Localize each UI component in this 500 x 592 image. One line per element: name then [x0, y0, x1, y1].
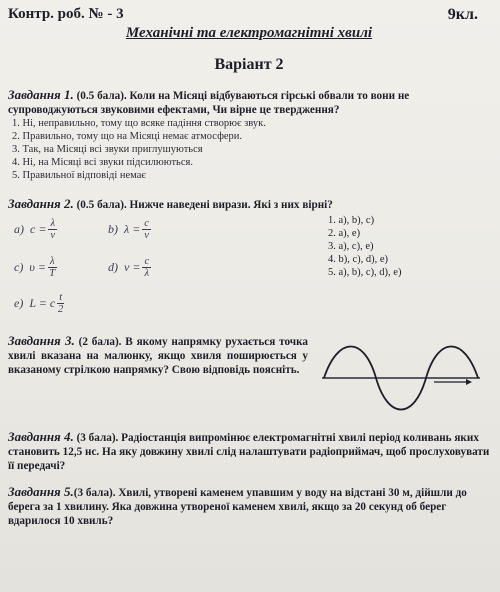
task-5-text: (3 бала). Хвилі, утворені каменем упавшим у воду на відстані 30 м, дійшли до берега за 1 хвилину. Яка довжина утвореної каменем хвилі, якщо за 20 секунд об берег вдарилося 10 хвиль?	[8, 487, 467, 527]
task-5-title: Завдання 5.	[8, 484, 74, 499]
formula-denominator: T	[49, 268, 56, 279]
formula-fraction	[48, 256, 57, 279]
task-2-answer: 3. a), c), e)	[328, 241, 374, 252]
test-number: Контр. роб. № - 3	[8, 6, 124, 22]
formula-fraction	[57, 292, 64, 315]
task-4-text: (3 бала). Радіостанція випромінює електромагнітні хвилі період коливань яких становить 12,5 нс. На яку довжину хвилі слід налаштувати радіоприймач, щоб прослуховувати її передачі?	[8, 432, 490, 472]
formula-fraction	[142, 256, 151, 279]
formula-label: e)	[14, 296, 24, 310]
formula-b	[108, 218, 151, 241]
formula-lhs: λ =	[124, 222, 141, 236]
task-2-answer: 2. a), e)	[328, 228, 361, 239]
variant-title: Варіант 2	[214, 56, 284, 73]
task-1-text: (0.5 бала). Коли на Місяці відбуваються гірські обвали то вони не супроводжуються звуковими ефектами, Чи вірне це твердження?	[8, 90, 410, 116]
formula-c	[14, 256, 57, 279]
formula-denominator: 2	[58, 304, 64, 315]
grade-label: 9кл.	[447, 6, 478, 23]
formula-numerator: λ	[50, 218, 55, 229]
formula-label: d)	[108, 260, 118, 274]
formula-denominator: λ	[144, 268, 150, 279]
formula-label: c)	[14, 260, 24, 274]
task-1-option: 2. Правильно, тому що на Місяці немає атмосфери.	[12, 131, 243, 142]
formula-numerator: λ	[49, 256, 55, 267]
task-5	[8, 485, 490, 528]
task-2-answer: 5. a), b), c), d), e)	[328, 267, 402, 278]
task-3-title: Завдання 3.	[8, 333, 75, 348]
task-1-option: 5. Правильної відповіді немає	[12, 170, 146, 181]
formula-lhs: L = c	[29, 296, 56, 310]
task-4	[8, 430, 490, 473]
formula-denominator: ν	[50, 230, 56, 241]
task-1-option: 1. Ні, неправильно, тому що всяке падіння створює звук.	[12, 118, 266, 129]
formula-fraction	[48, 218, 57, 241]
worksheet-header	[8, 6, 490, 24]
task-2-answers	[328, 214, 401, 279]
task-2-answer: 1. a), b), c)	[328, 215, 375, 226]
formula-fraction	[142, 218, 151, 241]
formula-lhs: c =	[30, 222, 47, 236]
subject-title: Механічні та електромагнітні хвилі	[125, 25, 373, 41]
task-2-body	[8, 212, 490, 322]
formula-denominator: ν	[144, 230, 149, 241]
formula-numerator: t	[59, 292, 63, 303]
task-3-text: (2 бала). В якому напрямку рухається точка хвилі вказана на малюнку, якщо хвиля поширюється у вказаному стрілкою напрямку? Свою відповідь поясніть.	[8, 336, 308, 376]
sine-wave-diagram	[316, 332, 486, 424]
task-2-text: (0.5 бала). Нижче наведені вирази. Які з них вірні?	[73, 199, 333, 211]
formula-a	[14, 218, 57, 241]
formula-e	[14, 292, 64, 315]
task-2-answer: 4. b), c), d), e)	[328, 254, 389, 265]
formula-numerator: c	[144, 218, 149, 229]
task-1-option: 3. Так, на Місяці всі звуки приглушуються	[12, 144, 203, 155]
formula-d	[108, 256, 151, 279]
formula-lhs: υ =	[29, 260, 46, 274]
task-3	[8, 334, 490, 416]
task-4-title: Завдання 4.	[8, 429, 74, 444]
formula-numerator: c	[144, 256, 150, 267]
task-1	[8, 88, 490, 117]
task-2-title: Завдання 2.	[8, 196, 74, 211]
task-1-option: 4. Ні, на Місяці всі звуки підсилюються.	[12, 157, 193, 168]
task-2	[8, 196, 490, 322]
arrow-head-icon	[466, 379, 472, 385]
task-1-title: Завдання 1.	[8, 87, 74, 102]
task-1-options	[12, 117, 490, 182]
formula-label: а)	[14, 222, 24, 236]
formula-label: b)	[108, 222, 118, 236]
formula-lhs: ν =	[124, 260, 141, 274]
